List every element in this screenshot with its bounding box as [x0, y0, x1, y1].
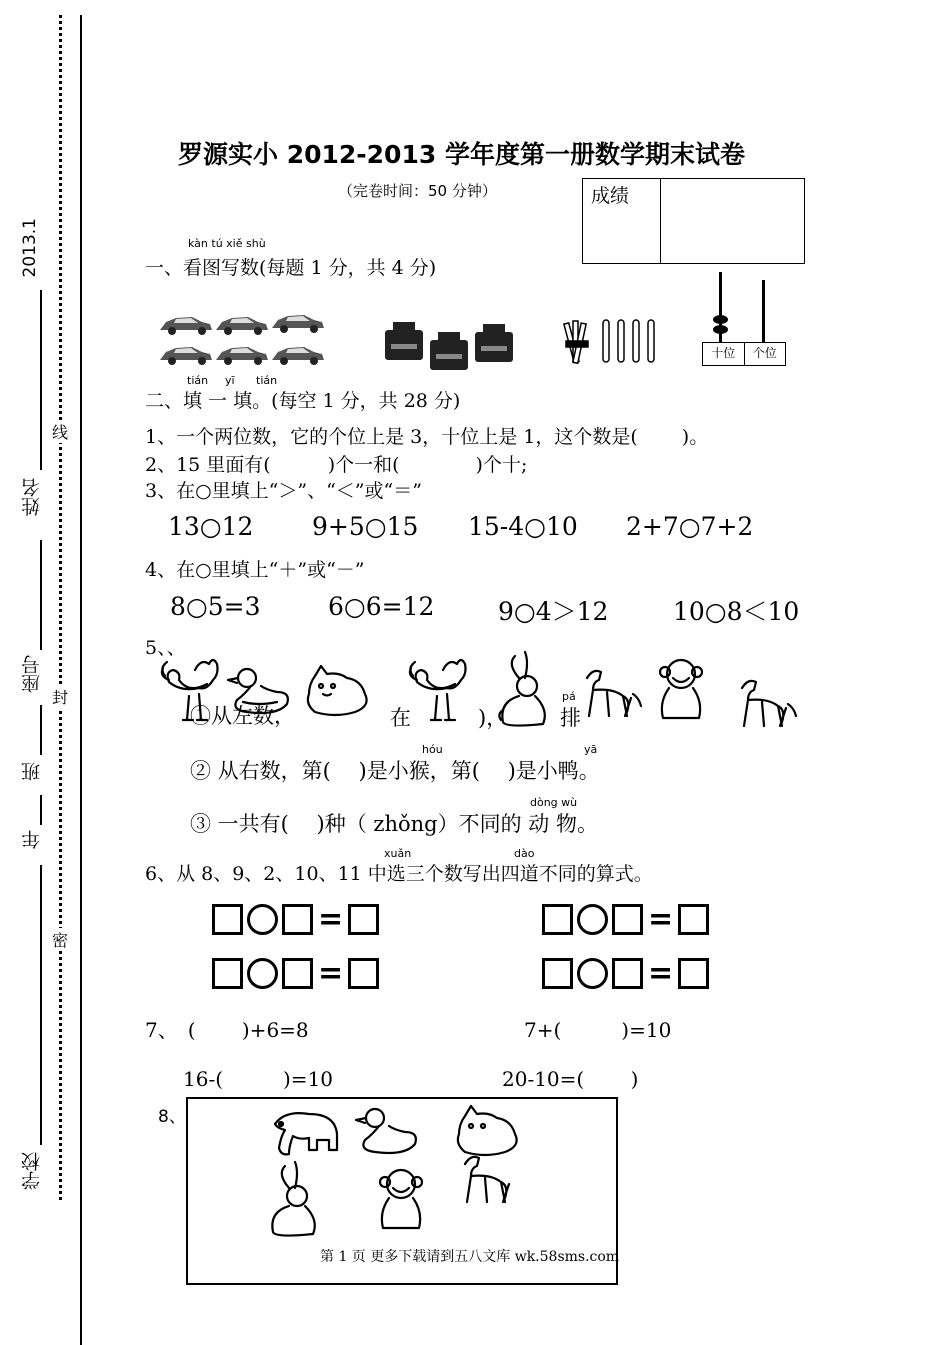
abacus-bead	[713, 315, 728, 324]
section2-pinyin-tian: tián	[187, 374, 209, 387]
answer-box[interactable]	[542, 904, 573, 935]
answer-box[interactable]	[348, 904, 379, 935]
answer-box[interactable]	[348, 958, 379, 989]
answer-box[interactable]	[612, 904, 643, 935]
question-5-1-end: )，	[478, 706, 508, 730]
seat-label: 座号	[21, 655, 43, 693]
binding-dotted-line	[59, 15, 62, 1200]
margin-underline	[40, 865, 42, 1145]
answer-box[interactable]	[212, 958, 243, 989]
cat-icon	[458, 1106, 517, 1155]
compare-item: 9+5○15	[312, 512, 419, 541]
pinyin-hou: hóu	[422, 743, 443, 756]
margin-underline	[40, 795, 42, 825]
compare-item: 2+7○7+2	[626, 512, 754, 541]
pinyin-dao: dào	[514, 847, 535, 860]
formula-row	[542, 956, 709, 991]
pinyin-xuan: xuǎn	[384, 847, 412, 860]
question-5-3: ③ 一共有( )种（ zhǒng）不同的 动 物。	[190, 812, 598, 836]
cat-icon	[308, 666, 367, 715]
class-label: 班	[21, 762, 43, 781]
pinyin-pa: pá	[562, 690, 576, 703]
ones-place-label: 个位	[752, 346, 777, 360]
monkey-icon	[660, 660, 702, 718]
name-label: 姓名	[21, 478, 43, 516]
seal-mark-secret: 密	[52, 928, 68, 951]
answer-box[interactable]	[282, 904, 313, 935]
pinyin-dong-wu: dòng wù	[530, 796, 578, 809]
page-title: 罗源实小 2012-2013 学年度第一册数学期末试卷	[178, 140, 745, 169]
question-2-5: 5、、	[145, 637, 186, 659]
abacus-base	[702, 342, 786, 366]
question-2-3: 3、在○里填上“＞”、“＜”或“＝”	[145, 480, 422, 502]
question-2-6: 6、从 8、9、2、10、11 中选三个数写出四道不同的算式。	[145, 863, 653, 885]
operator-item: 9○4＞12	[498, 597, 609, 626]
question-2-1: 1、一个两位数，它的个位上是 3，十位上是 1，这个数是( )。	[145, 426, 709, 448]
abacus-picture	[702, 272, 788, 368]
seal-mark-line: 线	[52, 420, 68, 443]
question-5-2: ② 从右数，第( )是小猴，第( )是小鸭。	[190, 759, 600, 783]
duck-icon	[228, 669, 288, 713]
binding-solid-line	[80, 15, 82, 1345]
answer-box[interactable]	[282, 958, 313, 989]
section2-pinyin-yi: yī	[225, 374, 235, 387]
equals-sign: =	[648, 956, 674, 991]
exam-date: 2013.1	[20, 218, 40, 278]
pinyin-ya: yā	[584, 743, 598, 756]
score-box-divider	[660, 179, 661, 263]
answer-box[interactable]	[678, 958, 709, 989]
question-7-b: 7+( )=10	[524, 1018, 672, 1042]
duck-icon	[356, 1109, 416, 1153]
operator-circle[interactable]	[247, 958, 278, 989]
answer-box[interactable]	[678, 904, 709, 935]
equals-sign: =	[318, 956, 344, 991]
page-footer: 第 1 页 更多下载请到五八文库 wk.58sms.com	[320, 1249, 620, 1265]
animals-group-picture	[255, 1100, 545, 1230]
margin-underline	[40, 705, 42, 755]
compare-item: 13○12	[168, 512, 254, 541]
question-7-d: 20-10=( )	[502, 1067, 639, 1091]
question-7-a: 7、 ( )+6=8	[145, 1018, 309, 1042]
time-limit: （完卷时间：50 分钟）	[338, 182, 497, 200]
operator-item: 10○8＜10	[673, 597, 800, 626]
margin-underline	[40, 290, 42, 470]
margin-underline	[40, 540, 42, 650]
rooster-icon	[410, 660, 466, 720]
abacus-bead	[713, 325, 728, 334]
grade-label: 年	[21, 830, 43, 849]
formula-row	[542, 902, 709, 937]
school-label: 学校	[21, 1152, 43, 1190]
question-2-4: 4、在○里填上“＋”或“－”	[145, 559, 365, 581]
section2-heading: 二、填 一 填。(每空 1 分，共 28 分)	[145, 390, 461, 412]
compare-item: 15-4○10	[468, 512, 578, 541]
rabbit-icon	[272, 1162, 314, 1236]
score-label: 成绩	[591, 185, 630, 207]
formula-row	[212, 902, 379, 937]
answer-box[interactable]	[212, 904, 243, 935]
question-2-8: 8、	[158, 1107, 186, 1127]
section1-heading: 一、看图写数(每题 1 分，共 4 分)	[145, 257, 437, 279]
question-5-1-start: ①从左数，	[190, 704, 295, 728]
horse-icon	[587, 671, 641, 716]
rabbit-icon	[499, 652, 544, 726]
operator-item: 6○6=12	[328, 592, 435, 621]
equals-sign: =	[318, 902, 344, 937]
tens-place-label: 十位	[703, 343, 745, 365]
question-2-2: 2、15 里面有( )个一和( )个十;	[145, 454, 528, 476]
elephant-icon	[275, 1113, 337, 1154]
question-5-1-pai: 排	[560, 706, 581, 730]
monkey-icon	[380, 1170, 422, 1228]
question-7-c: 16-( )=10	[183, 1067, 334, 1091]
answer-box[interactable]	[612, 958, 643, 989]
section1-pinyin: kàn tú xiě shù	[188, 237, 266, 250]
operator-circle[interactable]	[577, 958, 608, 989]
equals-sign: =	[648, 902, 674, 937]
ink-bottles-picture	[383, 322, 518, 370]
question-5-1-mid: 在	[390, 706, 411, 730]
seal-mark-seal: 封	[52, 685, 68, 708]
operator-circle[interactable]	[247, 904, 278, 935]
horse-icon	[742, 681, 796, 726]
counting-sticks-picture	[563, 315, 663, 370]
answer-box[interactable]	[542, 958, 573, 989]
cars-picture	[158, 308, 328, 370]
section2-pinyin-tian2: tián	[256, 374, 278, 387]
operator-circle[interactable]	[577, 904, 608, 935]
score-box	[582, 178, 805, 264]
animals-row-picture	[155, 650, 815, 730]
rooster-icon	[162, 660, 218, 720]
horse-icon	[465, 1157, 509, 1202]
operator-item: 8○5=3	[170, 592, 261, 621]
formula-row	[212, 956, 379, 991]
